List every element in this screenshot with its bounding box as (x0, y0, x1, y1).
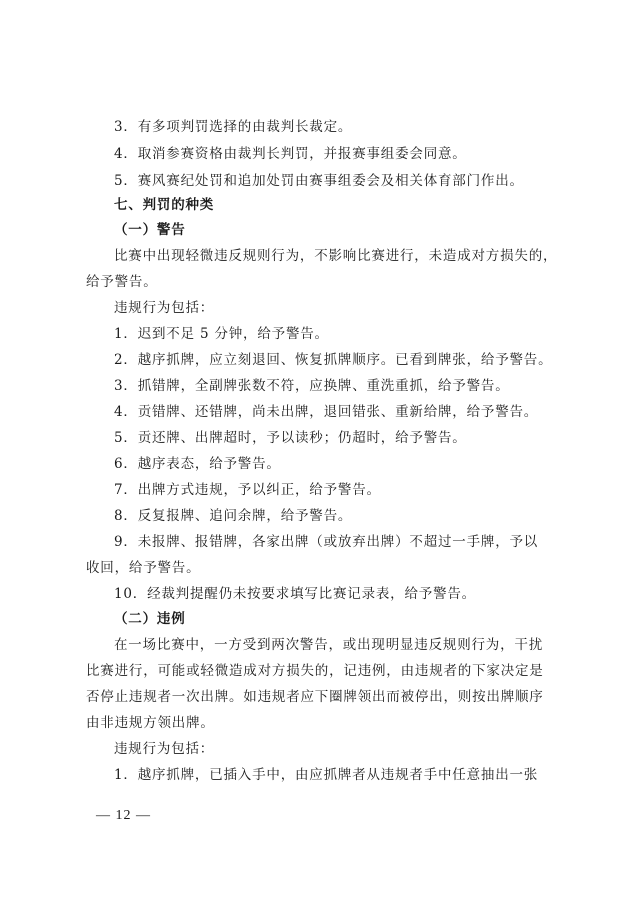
subsection-heading-warning: （一）警告 (114, 222, 186, 238)
list-item-continuation: 收回，给予警告。 (86, 560, 201, 576)
list-item: 4．贡错牌、还错牌，尚未出牌，退回错张、重新给牌，给予警告。 (114, 404, 539, 420)
rule-item-5: 5．赛风赛纪处罚和追加处罚由赛事组委会及相关体育部门作出。 (114, 173, 524, 189)
list-intro: 违规行为包括： (114, 741, 215, 757)
list-intro: 违规行为包括： (114, 300, 215, 316)
list-item: 1．越序抓牌，已插入手中，由应抓牌者从违规者手中任意抽出一张 (114, 767, 539, 783)
rule-item-4: 4．取消参赛资格由裁判长判罚，并报赛事组委会同意。 (114, 146, 467, 162)
rule-item-3: 3．有多项判罚选择的由裁判长裁定。 (114, 119, 353, 135)
list-item: 1．迟到不足 5 分钟，给予警告。 (114, 326, 329, 342)
list-item: 8．反复报牌、追问余牌，给予警告。 (114, 508, 353, 524)
paragraph-line: 给予警告。 (86, 274, 158, 290)
list-item: 6．越序表态，给予警告。 (114, 456, 281, 472)
page-number: — 12 — (96, 808, 151, 823)
list-item: 3．抓错牌，全副牌张数不符，应换牌、重洗重抓，给予警告。 (114, 378, 510, 394)
section-heading: 七、判罚的种类 (114, 197, 215, 213)
paragraph-line: 比赛进行，可能或轻微造成对方损失的，记违例，由违规者的下家决定是 (86, 663, 544, 679)
subsection-heading-violation: （二）违例 (114, 611, 186, 627)
list-item: 9．未报牌、报错牌，各家出牌（或放弃出牌）不超过一手牌，予以 (114, 534, 539, 550)
list-item: 7．出牌方式违规，予以纠正，给予警告。 (114, 482, 381, 498)
paragraph-line: 否停止违规者一次出牌。如违规者应下圈牌领出而被停出，则按出牌顺序 (86, 689, 544, 705)
list-item: 5．贡还牌、出牌超时，予以读秒；仍超时，给予警告。 (114, 430, 467, 446)
paragraph-line: 由非违规方领出牌。 (86, 715, 215, 731)
list-item: 2．越序抓牌，应立刻退回、恢复抓牌顺序。已看到牌张，给予警告。 (114, 352, 553, 368)
paragraph-line: 比赛中出现轻微违反规则行为，不影响比赛进行，未造成对方损失的， (114, 248, 558, 264)
list-item: 10．经裁判提醒仍未按要求填写比赛记录表，给予警告。 (114, 586, 476, 602)
paragraph-line: 在一场比赛中，一方受到两次警告，或出现明显违反规则行为，干扰 (114, 637, 543, 653)
